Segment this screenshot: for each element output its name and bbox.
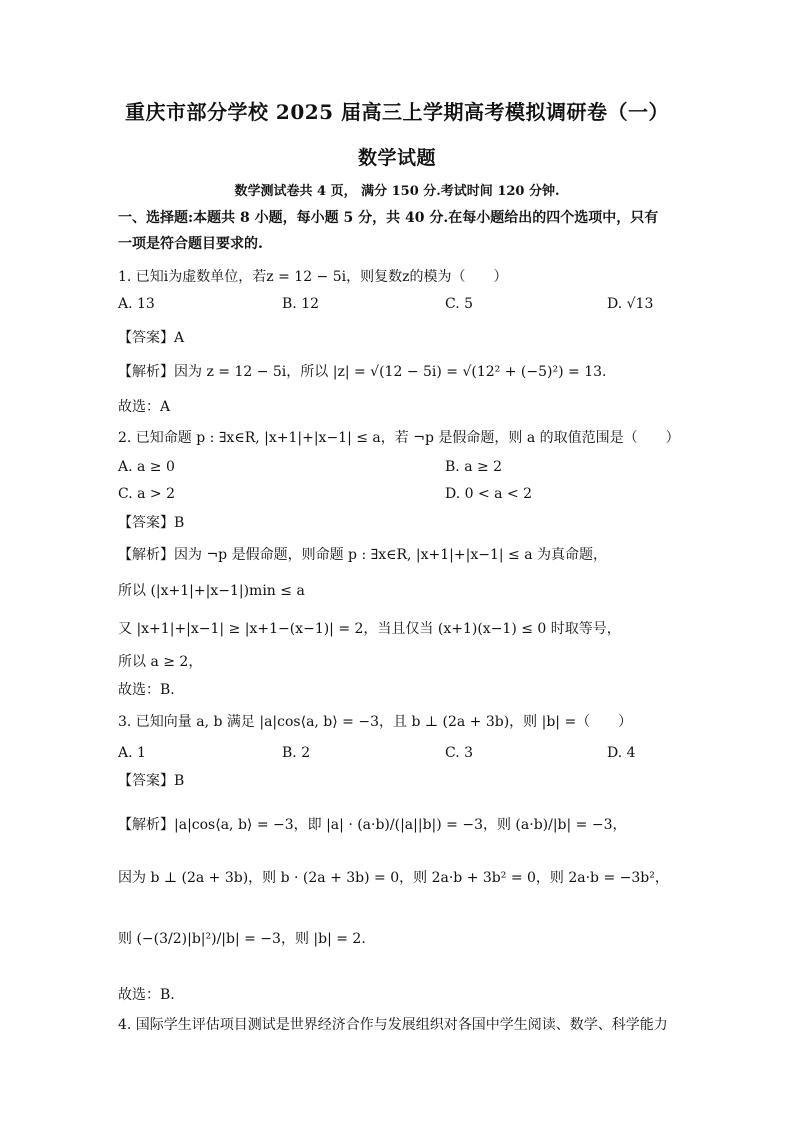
q3-answer: 【答案】B [118, 773, 185, 789]
q3-analysis-3: 则 (−(3/2)|b|²)/|b| = −3，则 |b| = 2. [118, 931, 366, 947]
q2-conclusion: 故选：B. [118, 682, 175, 698]
q1-option-b: B. 12 [282, 296, 320, 312]
exam-note: 数学测试卷共 4 页， 满分 150 分.考试时间 120 分钟. [234, 184, 560, 199]
q3-option-c: C. 3 [445, 745, 474, 761]
q1-answer: 【答案】A [118, 330, 185, 346]
q3-option-b: B. 2 [282, 745, 311, 761]
exam-subtitle: 数学试题 [357, 147, 436, 169]
q2-analysis-2: 所以 (|x+1|+|x−1|)min ≤ a [118, 583, 305, 599]
q1-option-c: C. 5 [445, 296, 474, 312]
section-heading-line1: 一、选择题:本题共 8 小题，每小题 5 分，共 40 分.在每小题给出的四个选项中，只有 [118, 210, 659, 226]
q3-option-d: D. 4 [607, 745, 636, 761]
q3-option-a: A. 1 [118, 745, 146, 761]
q3-analysis-2: 因为 b ⊥ (2a + 3b)，则 b · (2a + 3b) = 0，则 2a·b + 3b² = 0，则 2a·b = −3b²， [118, 870, 669, 886]
q4-stem: 4. 国际学生评估项目测试是世界经济合作与发展组织对各国中学生阅读、数学、科学能力 [118, 1017, 668, 1033]
section-heading-line2: 一项是符合题目要求的. [118, 236, 263, 252]
q2-option-c: C. a > 2 [118, 486, 175, 502]
q2-analysis-1: 【解析】因为 ¬p 是假命题，则命题 p : ∃x∈R, |x+1|+|x−1| ≤ a 为真命题， [118, 547, 608, 563]
q2-analysis-4: 所以 a ≥ 2， [118, 654, 203, 670]
q2-stem: 2. 已知命题 p : ∃x∈R, |x+1|+|x−1| ≤ a，若 ¬p 是假命题，则 a 的取值范围是（ ） [118, 430, 680, 446]
q1-option-d: D. √13 [607, 296, 654, 312]
q1-option-a: A. 13 [118, 296, 155, 312]
q3-conclusion: 故选：B. [118, 987, 175, 1003]
q2-option-d: D. 0 < a < 2 [445, 486, 533, 502]
q1-conclusion: 故选：A [118, 399, 171, 415]
q1-stem: 1. 已知i为虚数单位，若z = 12 − 5i，则复数z的模为（ ） [118, 269, 508, 285]
exam-title: 重庆市部分学校 2025 届高三上学期高考模拟调研卷（一） [124, 100, 670, 124]
q1-analysis: 【解析】因为 z = 12 − 5i，所以 |z| = √(12 − 5i) = √(12² + (−5)²) = 13. [118, 364, 607, 380]
q2-answer: 【答案】B [118, 515, 185, 531]
q2-analysis-3: 又 |x+1|+|x−1| ≥ |x+1−(x−1)| = 2，当且仅当 (x+1)(x−1) ≤ 0 时取等号， [118, 621, 621, 637]
q3-stem: 3. 已知向量 a, b 满足 |a|cos⟨a, b⟩ = −3，且 b ⊥ (2a + 3b)，则 |b| =（ ） [118, 714, 633, 730]
q2-option-b: B. a ≥ 2 [445, 459, 503, 475]
q3-analysis-1: 【解析】|a|cos⟨a, b⟩ = −3，即 |a| · (a·b)/(|a||b|) = −3，则 (a·b)/|b| = −3， [118, 817, 627, 833]
q2-option-a: A. a ≥ 0 [118, 459, 175, 475]
